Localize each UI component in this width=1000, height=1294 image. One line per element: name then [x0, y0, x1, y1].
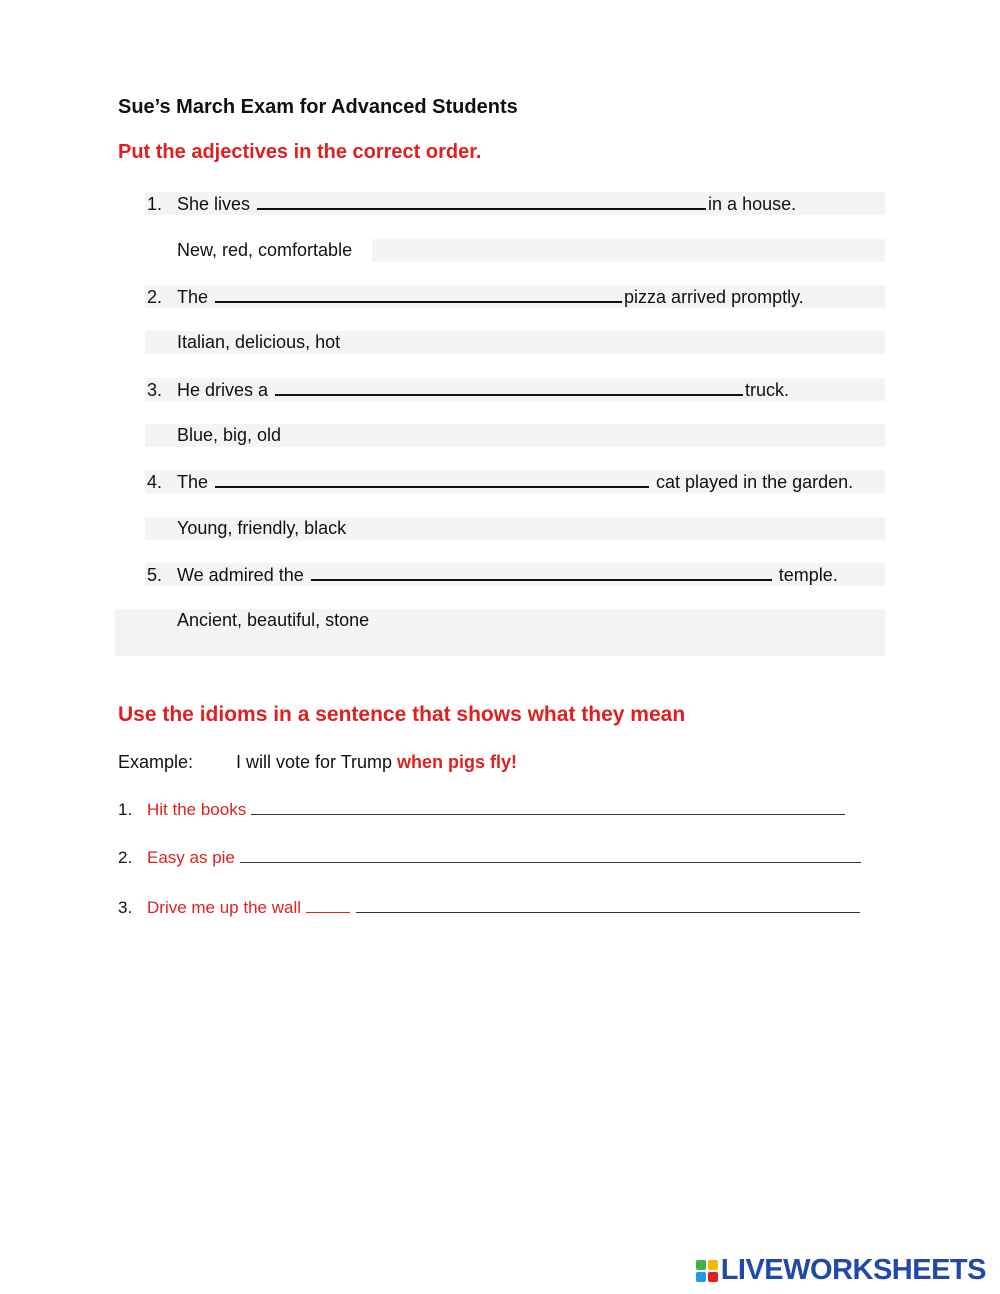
question-number: 2.: [147, 287, 163, 307]
example-idiom: when pigs fly!: [397, 752, 518, 772]
question-text-after: temple.: [773, 565, 838, 585]
question-text-after: pizza arrived promptly.: [624, 287, 804, 307]
example-sentence-text: I will vote for Trump: [236, 752, 398, 772]
question-3-options: Blue, big, old: [177, 425, 282, 445]
question-2: [147, 285, 804, 309]
question-number: 4.: [147, 472, 163, 492]
idiom-text: Drive me up the wall: [147, 898, 306, 917]
question-text-after: truck.: [745, 380, 790, 400]
answer-blank[interactable]: [215, 470, 649, 488]
answer-line[interactable]: [251, 800, 845, 815]
question-number: 1.: [147, 194, 163, 214]
answer-line-short[interactable]: [306, 898, 350, 913]
idiom-1: [118, 800, 845, 820]
question-2-options: Italian, delicious, hot: [177, 332, 341, 352]
example-label: Example:: [118, 752, 194, 772]
page-title: Sue’s March Exam for Advanced Students: [118, 96, 518, 118]
idiom-number: 2.: [118, 848, 133, 867]
answer-blank[interactable]: [257, 192, 706, 210]
answer-line[interactable]: [356, 898, 860, 913]
example-sentence: [236, 752, 517, 773]
logo-blocks-icon: [696, 1260, 718, 1282]
question-text-after: in a house.: [708, 194, 797, 214]
answer-blank[interactable]: [311, 563, 772, 581]
question-text-before: She lives: [177, 194, 256, 214]
logo-text: LIVEWORKSHEETS: [720, 1254, 986, 1286]
answer-blank[interactable]: [275, 378, 743, 396]
question-number: 5.: [147, 565, 163, 585]
section-heading-adjectives: Put the adjectives in the correct order.: [118, 141, 482, 163]
question-5-options: Ancient, beautiful, stone: [177, 610, 370, 630]
question-3: [147, 378, 789, 402]
question-number: 3.: [147, 380, 163, 400]
question-1: [147, 192, 796, 216]
liveworksheets-logo: [696, 1254, 986, 1287]
question-text-before: We admired the: [177, 565, 309, 585]
question-4: [147, 470, 853, 494]
question-4-options: Young, friendly, black: [177, 518, 347, 538]
question-text-before: The: [177, 472, 214, 492]
question-text-after: cat played in the garden.: [651, 472, 854, 492]
question-5: [147, 563, 838, 587]
idiom-number: 3.: [118, 898, 133, 917]
idiom-text: Hit the books: [147, 800, 251, 819]
answer-blank[interactable]: [215, 285, 622, 303]
question-text-before: The: [177, 287, 214, 307]
question-1-options: New, red, comfortable: [177, 240, 353, 260]
section-heading-idioms: Use the idioms in a sentence that shows what they mean: [118, 703, 686, 726]
idiom-text: Easy as pie: [147, 848, 240, 867]
idiom-2: [118, 848, 861, 868]
idiom-3: [118, 898, 860, 918]
answer-line[interactable]: [240, 848, 861, 863]
question-text-before: He drives a: [177, 380, 274, 400]
idiom-number: 1.: [118, 800, 133, 819]
row-shade: [372, 239, 885, 262]
